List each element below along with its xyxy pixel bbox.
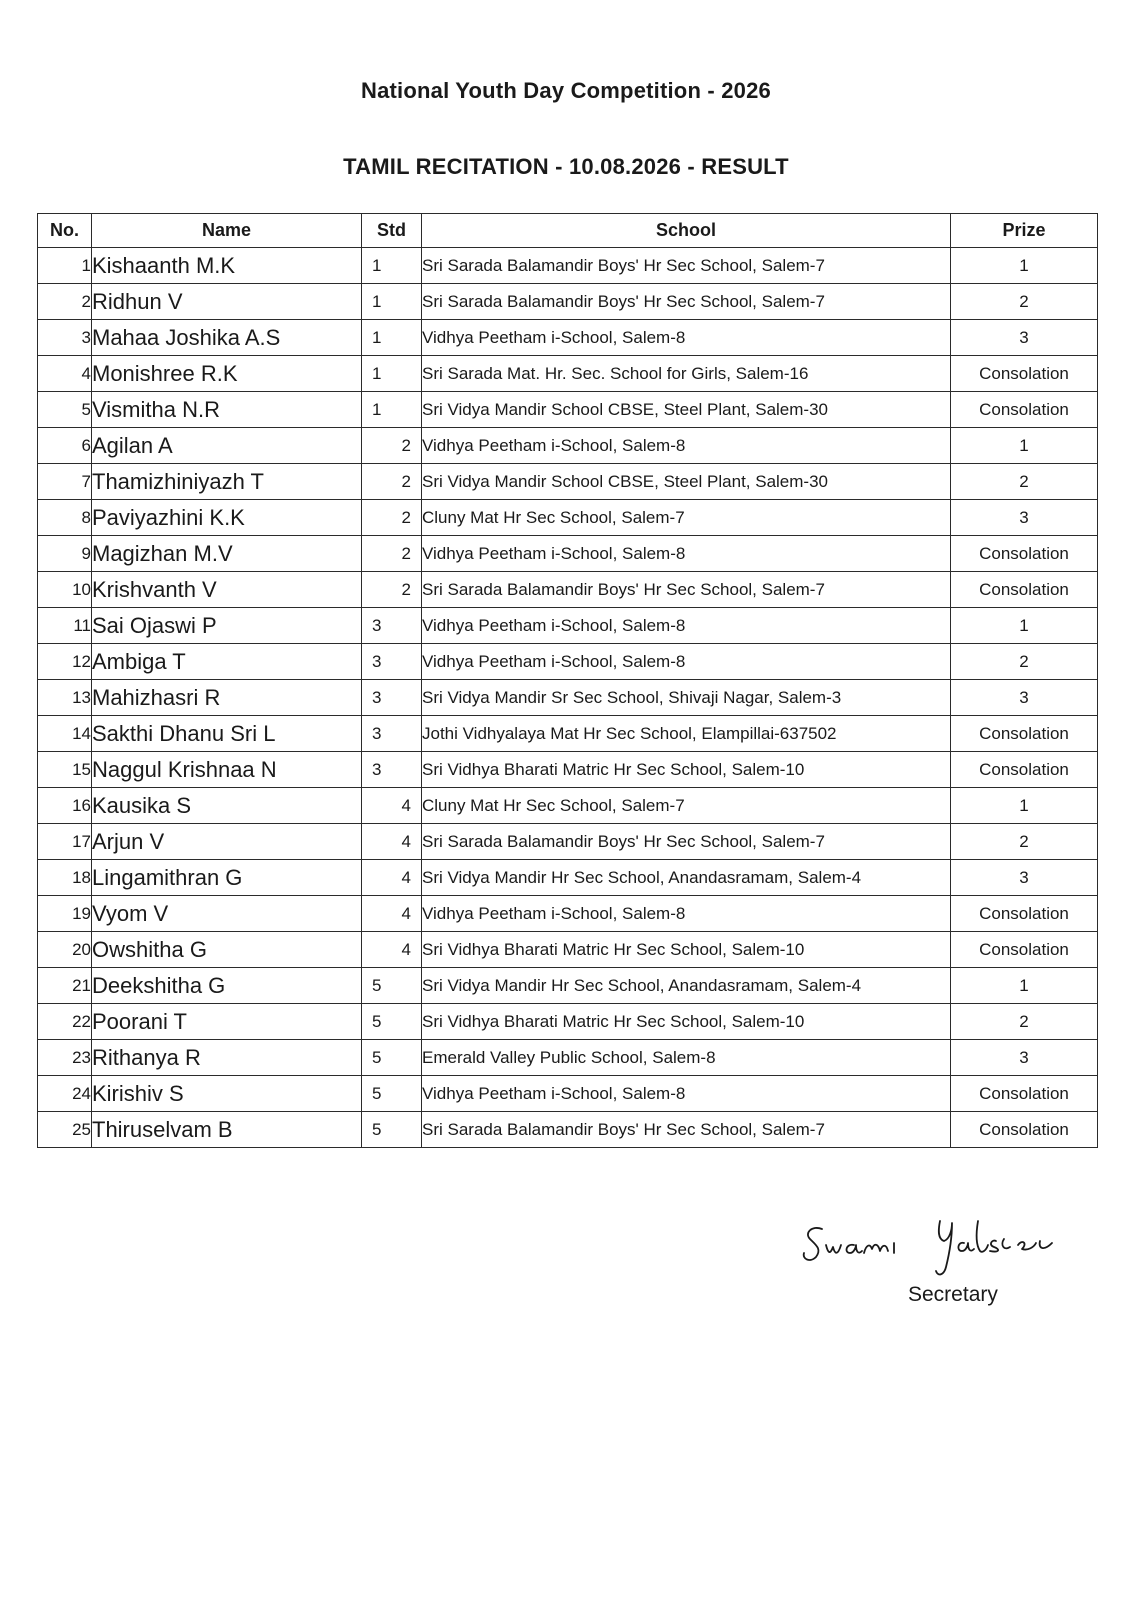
table-row (38, 572, 1098, 608)
cell-no: 10 (38, 572, 92, 608)
cell-school: Vidhya Peetham i-School, Salem-8 (422, 896, 951, 932)
cell-no: 17 (38, 824, 92, 860)
secretary-signature (800, 1215, 1070, 1285)
cell-school: Sri Sarada Balamandir Boys' Hr Sec School, Salem-7 (422, 1112, 951, 1148)
header-row (38, 214, 1098, 248)
cell-no: 21 (38, 968, 92, 1004)
column-header-name: Name (92, 214, 362, 248)
table-row (38, 788, 1098, 824)
results-table-header (38, 214, 1098, 248)
cell-std: 5 (362, 1076, 422, 1112)
cell-std: 2 (362, 500, 422, 536)
cell-school: Sri Vidya Mandir Sr Sec School, Shivaji Nagar, Salem-3 (422, 680, 951, 716)
cell-no: 14 (38, 716, 92, 752)
document-title: National Youth Day Competition - 2026 (361, 78, 771, 103)
cell-name: Owshitha G (92, 932, 362, 968)
table-row (38, 680, 1098, 716)
table-row (38, 428, 1098, 464)
cell-name: Krishvanth V (92, 572, 362, 608)
cell-name: Magizhan M.V (92, 536, 362, 572)
cell-std: 4 (362, 932, 422, 968)
cell-prize: Consolation (951, 716, 1098, 752)
table-row (38, 1076, 1098, 1112)
cell-std: 2 (362, 464, 422, 500)
cell-std: 3 (362, 752, 422, 788)
table-row (38, 896, 1098, 932)
table-row (38, 392, 1098, 428)
cell-school: Emerald Valley Public School, Salem-8 (422, 1040, 951, 1076)
column-header-no: No. (38, 214, 92, 248)
table-row (38, 500, 1098, 536)
cell-prize: 1 (951, 968, 1098, 1004)
table-row (38, 932, 1098, 968)
cell-school: Sri Vidhya Bharati Matric Hr Sec School, Salem-10 (422, 932, 951, 968)
cell-no: 12 (38, 644, 92, 680)
cell-std: 1 (362, 284, 422, 320)
cell-no: 22 (38, 1004, 92, 1040)
cell-prize: 3 (951, 320, 1098, 356)
cell-std: 3 (362, 644, 422, 680)
cell-no: 11 (38, 608, 92, 644)
cell-no: 16 (38, 788, 92, 824)
cell-school: Vidhya Peetham i-School, Salem-8 (422, 1076, 951, 1112)
cell-std: 2 (362, 536, 422, 572)
cell-school: Sri Vidya Mandir Hr Sec School, Anandasramam, Salem-4 (422, 968, 951, 1004)
cell-std: 1 (362, 320, 422, 356)
cell-school: Sri Sarada Balamandir Boys' Hr Sec School, Salem-7 (422, 284, 951, 320)
table-row (38, 968, 1098, 1004)
cell-name: Monishree R.K (92, 356, 362, 392)
cell-std: 3 (362, 680, 422, 716)
cell-prize: Consolation (951, 932, 1098, 968)
cell-name: Ridhun V (92, 284, 362, 320)
cell-school: Vidhya Peetham i-School, Salem-8 (422, 608, 951, 644)
cell-prize: Consolation (951, 896, 1098, 932)
cell-no: 15 (38, 752, 92, 788)
cell-prize: 2 (951, 284, 1098, 320)
cell-name: Naggul Krishnaa N (92, 752, 362, 788)
cell-name: Sakthi Dhanu Sri L (92, 716, 362, 752)
cell-name: Thamizhiniyazh T (92, 464, 362, 500)
cell-school: Vidhya Peetham i-School, Salem-8 (422, 428, 951, 464)
cell-std: 3 (362, 716, 422, 752)
cell-name: Kishaanth M.K (92, 248, 362, 284)
cell-std: 4 (362, 860, 422, 896)
table-row (38, 644, 1098, 680)
cell-prize: 3 (951, 680, 1098, 716)
cell-no: 8 (38, 500, 92, 536)
cell-prize: 2 (951, 824, 1098, 860)
cell-std: 4 (362, 788, 422, 824)
cell-std: 1 (362, 356, 422, 392)
cell-prize: 3 (951, 1040, 1098, 1076)
cell-std: 2 (362, 572, 422, 608)
cell-school: Sri Sarada Balamandir Boys' Hr Sec School, Salem-7 (422, 248, 951, 284)
cell-school: Vidhya Peetham i-School, Salem-8 (422, 320, 951, 356)
cell-no: 4 (38, 356, 92, 392)
cell-prize: Consolation (951, 752, 1098, 788)
cell-school: Jothi Vidhyalaya Mat Hr Sec School, Elampillai-637502 (422, 716, 951, 752)
column-header-std: Std (362, 214, 422, 248)
cell-no: 19 (38, 896, 92, 932)
table-row (38, 824, 1098, 860)
cell-name: Vyom V (92, 896, 362, 932)
cell-name: Lingamithran G (92, 860, 362, 896)
cell-prize: Consolation (951, 356, 1098, 392)
table-row (38, 1040, 1098, 1076)
cell-std: 5 (362, 968, 422, 1004)
table-row (38, 248, 1098, 284)
cell-prize: Consolation (951, 536, 1098, 572)
cell-school: Sri Sarada Balamandir Boys' Hr Sec School, Salem-7 (422, 572, 951, 608)
cell-prize: 3 (951, 860, 1098, 896)
results-table (37, 213, 1098, 1148)
cell-name: Arjun V (92, 824, 362, 860)
cell-std: 4 (362, 824, 422, 860)
cell-no: 3 (38, 320, 92, 356)
cell-name: Ambiga T (92, 644, 362, 680)
cell-name: Mahaa Joshika A.S (92, 320, 362, 356)
cell-std: 1 (362, 248, 422, 284)
cell-std: 2 (362, 428, 422, 464)
cell-school: Sri Vidya Mandir School CBSE, Steel Plant, Salem-30 (422, 464, 951, 500)
results-table-body (38, 248, 1098, 1148)
cell-name: Sai Ojaswi P (92, 608, 362, 644)
cell-school: Sri Vidya Mandir Hr Sec School, Anandasramam, Salem-4 (422, 860, 951, 896)
cell-name: Vismitha N.R (92, 392, 362, 428)
table-row (38, 1112, 1098, 1148)
secretary-label: Secretary (908, 1283, 998, 1306)
cell-no: 2 (38, 284, 92, 320)
cell-prize: 1 (951, 428, 1098, 464)
cell-school: Vidhya Peetham i-School, Salem-8 (422, 536, 951, 572)
cell-prize: 2 (951, 644, 1098, 680)
cell-no: 23 (38, 1040, 92, 1076)
cell-name: Mahizhasri R (92, 680, 362, 716)
cell-school: Sri Sarada Mat. Hr. Sec. School for Girls, Salem-16 (422, 356, 951, 392)
cell-std: 1 (362, 392, 422, 428)
cell-name: Paviyazhini K.K (92, 500, 362, 536)
cell-name: Deekshitha G (92, 968, 362, 1004)
cell-prize: 2 (951, 464, 1098, 500)
cell-std: 3 (362, 608, 422, 644)
cell-std: 5 (362, 1112, 422, 1148)
table-row (38, 1004, 1098, 1040)
cell-name: Rithanya R (92, 1040, 362, 1076)
cell-no: 18 (38, 860, 92, 896)
cell-std: 5 (362, 1040, 422, 1076)
cell-name: Kirishiv S (92, 1076, 362, 1112)
cell-prize: 3 (951, 500, 1098, 536)
cell-prize: Consolation (951, 392, 1098, 428)
table-row (38, 752, 1098, 788)
cell-school: Sri Sarada Balamandir Boys' Hr Sec School, Salem-7 (422, 824, 951, 860)
column-header-prize: Prize (951, 214, 1098, 248)
cell-prize: Consolation (951, 1076, 1098, 1112)
table-row (38, 716, 1098, 752)
cell-prize: 1 (951, 788, 1098, 824)
cell-no: 6 (38, 428, 92, 464)
cell-std: 4 (362, 896, 422, 932)
cell-no: 25 (38, 1112, 92, 1148)
cell-prize: Consolation (951, 1112, 1098, 1148)
cell-name: Kausika S (92, 788, 362, 824)
table-row (38, 320, 1098, 356)
cell-name: Agilan A (92, 428, 362, 464)
cell-no: 9 (38, 536, 92, 572)
cell-no: 13 (38, 680, 92, 716)
cell-prize: 1 (951, 608, 1098, 644)
document-subtitle: TAMIL RECITATION - 10.08.2026 - RESULT (343, 154, 789, 179)
cell-school: Cluny Mat Hr Sec School, Salem-7 (422, 500, 951, 536)
cell-std: 5 (362, 1004, 422, 1040)
cell-no: 20 (38, 932, 92, 968)
cell-prize: 1 (951, 248, 1098, 284)
cell-school: Cluny Mat Hr Sec School, Salem-7 (422, 788, 951, 824)
cell-no: 24 (38, 1076, 92, 1112)
cell-no: 7 (38, 464, 92, 500)
table-row (38, 536, 1098, 572)
cell-school: Sri Vidhya Bharati Matric Hr Sec School, Salem-10 (422, 752, 951, 788)
table-row (38, 608, 1098, 644)
cell-school: Vidhya Peetham i-School, Salem-8 (422, 644, 951, 680)
cell-name: Poorani T (92, 1004, 362, 1040)
table-row (38, 860, 1098, 896)
cell-prize: Consolation (951, 572, 1098, 608)
table-row (38, 356, 1098, 392)
table-row (38, 284, 1098, 320)
cell-no: 1 (38, 248, 92, 284)
cell-prize: 2 (951, 1004, 1098, 1040)
cell-school: Sri Vidhya Bharati Matric Hr Sec School, Salem-10 (422, 1004, 951, 1040)
cell-no: 5 (38, 392, 92, 428)
column-header-school: School (422, 214, 951, 248)
cell-school: Sri Vidya Mandir School CBSE, Steel Plant, Salem-30 (422, 392, 951, 428)
table-row (38, 464, 1098, 500)
cell-name: Thiruselvam B (92, 1112, 362, 1148)
